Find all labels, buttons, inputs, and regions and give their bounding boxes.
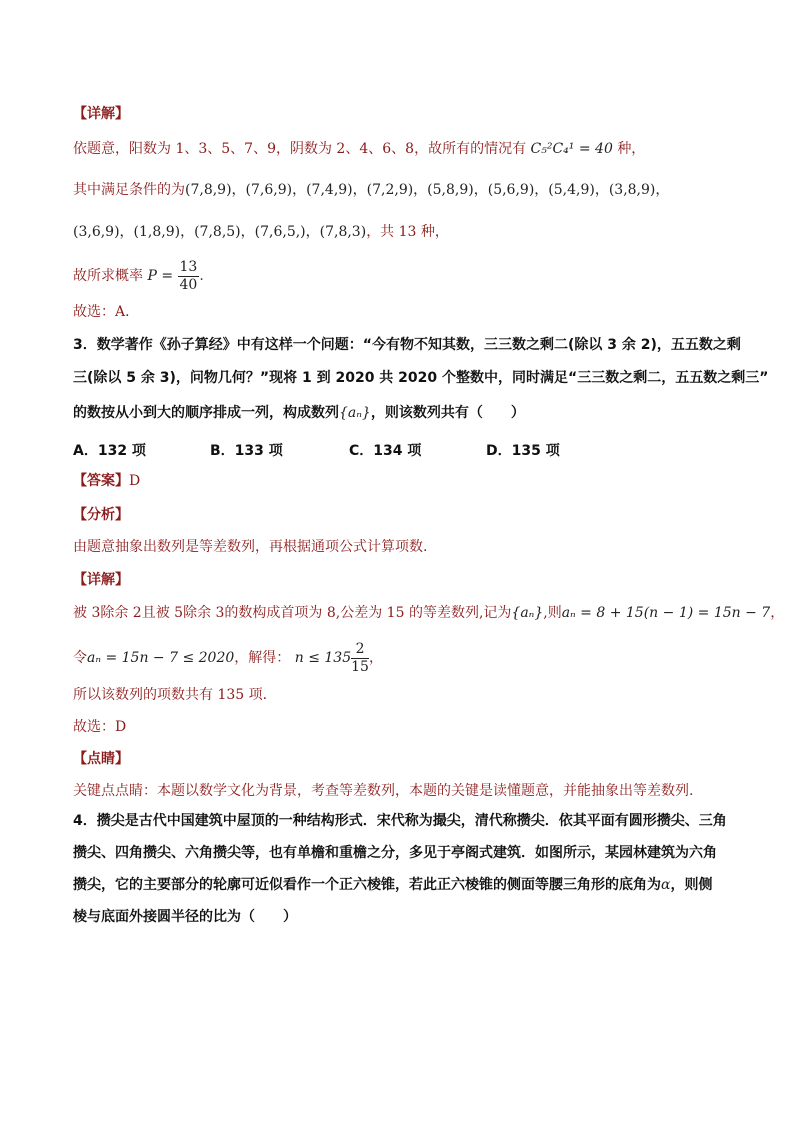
detail-line-2 — [73, 180, 669, 200]
q3-detail-line-1-text: 被 3除余 2且被 5除余 3的数构成首项为 8,公差为 15 的等差数列,记为 — [73, 605, 512, 621]
q3-detail-line-3: 所以该数列的项数共有 135 项. — [73, 687, 268, 703]
q3-detail-line-1 — [73, 603, 784, 623]
fraction-denominator: 40 — [179, 276, 198, 293]
q3-detail-line-2 — [73, 638, 383, 678]
q4-line-4: 棱与底面外接圆半径的比为（ ） — [73, 909, 297, 925]
q3-solution-fraction — [351, 641, 369, 676]
q4-line-3 — [73, 875, 712, 895]
combination-formula: C₅²C₄¹ = 40 — [530, 141, 613, 157]
answer-label: 【答案】 — [73, 473, 129, 489]
q3-detail-label: 【详解】 — [73, 572, 129, 588]
detail-line-3-tail: ，共 13 种， — [366, 224, 449, 240]
comment-text: 关键点点睛：本题以数学文化为背景，考查等差数列，本题的关键是读懂题意，并能抽象出等差数列. — [73, 783, 694, 799]
q3-detail-answer: 故选：D — [73, 719, 127, 735]
q3-answer — [73, 471, 140, 491]
comment-label: 【点睛】 — [73, 751, 129, 767]
detail-heading: 【详解】 — [73, 106, 129, 122]
analysis-text: 由题意抽象出数列是等差数列，再根据通项公式计算项数. — [73, 539, 428, 555]
q3-line-3 — [73, 403, 525, 423]
detail-line-1 — [73, 139, 645, 159]
q3-line-2: 三(除以 5 余 3)，问物几何？”现将 1 到 2020 共 2020 个整数中，同时满足“三三数之剩二，五五数之剩三” — [73, 370, 769, 386]
detail-line-3 — [73, 222, 449, 242]
probability-fraction — [178, 259, 200, 294]
analysis-label: 【分析】 — [73, 507, 129, 523]
q3-detail-line-2-pre: 令 — [73, 650, 87, 666]
probability-tail: . — [199, 268, 204, 284]
q3-line-3-post: ，则该数列共有（ ） — [370, 405, 525, 421]
detail-line-1-tail: 种， — [617, 141, 646, 157]
answer-value: D — [129, 473, 141, 489]
q4-line-3-pre: 攒尖，它的主要部分的轮廓可近似看作一个正六棱锥，若此正六棱锥的侧面等腰三角形的底角为 — [73, 877, 661, 893]
triples-list-1: (7,8,9)，(7,6,9)，(7,4,9)，(7,2,9)，(5,8,9)，(5,6,9)，(5,4,9)，(3,8,9)， — [185, 182, 670, 198]
q4-line-3-post: ，则侧 — [670, 877, 713, 893]
q3-sequence: {aₙ} — [339, 405, 371, 421]
option-d: D．135 项 — [486, 443, 560, 459]
detail-answer: 故选：A． — [73, 304, 140, 320]
q4-line-1: 4．攒尖是古代中国建筑中屋顶的一种结构形式．宋代称为撮尖，清代称攒尖．依其平面有圆形攒尖、三角 — [73, 813, 727, 829]
option-a: A．132 项 — [73, 443, 146, 459]
q3-detail-line-2-mid: ，解得： — [234, 650, 291, 666]
probability-line — [73, 256, 204, 296]
q4-line-2: 攒尖、四角攒尖、六角攒尖等，也有单檐和重檐之分，多见于亭阁式建筑．如图所示，某园林建筑为六角 — [73, 845, 717, 861]
probability-prefix: 故所求概率 — [73, 268, 143, 284]
triples-list-2: (3,6,9)，(1,8,9)，(7,8,5)，(7,6,5,)，(7,8,3) — [73, 224, 367, 240]
q3-detail-seq: {aₙ} — [511, 605, 544, 621]
q3-detail-line-2-tail: ， — [368, 650, 383, 666]
q4-angle-var: α — [661, 877, 671, 893]
probability-var: P = — [147, 268, 174, 284]
detail-line-1-text: 依题意，阳数为 1、3、5、7、9，阴数为 2、4、6、8，故所有的情况有 — [73, 141, 527, 157]
q3-general-term: aₙ = 8 + 15(n − 1) = 15n − 7 — [561, 605, 771, 621]
q3-line-1: 3．数学著作《孙子算经》中有这样一个问题：“今有物不知其数，三三数之剩二(除以 3 余 2)，五五数之剩 — [73, 337, 741, 353]
q3-inequality: aₙ = 15n − 7 ≤ 2020 — [87, 650, 235, 666]
q3-fraction-denominator: 15 — [351, 658, 369, 675]
q3-detail-line-1-tail: ， — [770, 605, 785, 621]
q3-solution-var: n ≤ 135 — [294, 650, 352, 666]
option-b: B．133 项 — [210, 443, 283, 459]
option-c: C．134 项 — [349, 443, 422, 459]
detail-line-2-prefix: 其中满足条件的为 — [73, 182, 185, 198]
q3-fraction-numerator: 2 — [351, 641, 369, 659]
fraction-numerator: 13 — [179, 258, 198, 275]
q3-line-3-pre: 的数按从小到大的顺序排成一列，构成数列 — [73, 405, 339, 421]
q3-detail-rel: ,则 — [543, 605, 562, 621]
